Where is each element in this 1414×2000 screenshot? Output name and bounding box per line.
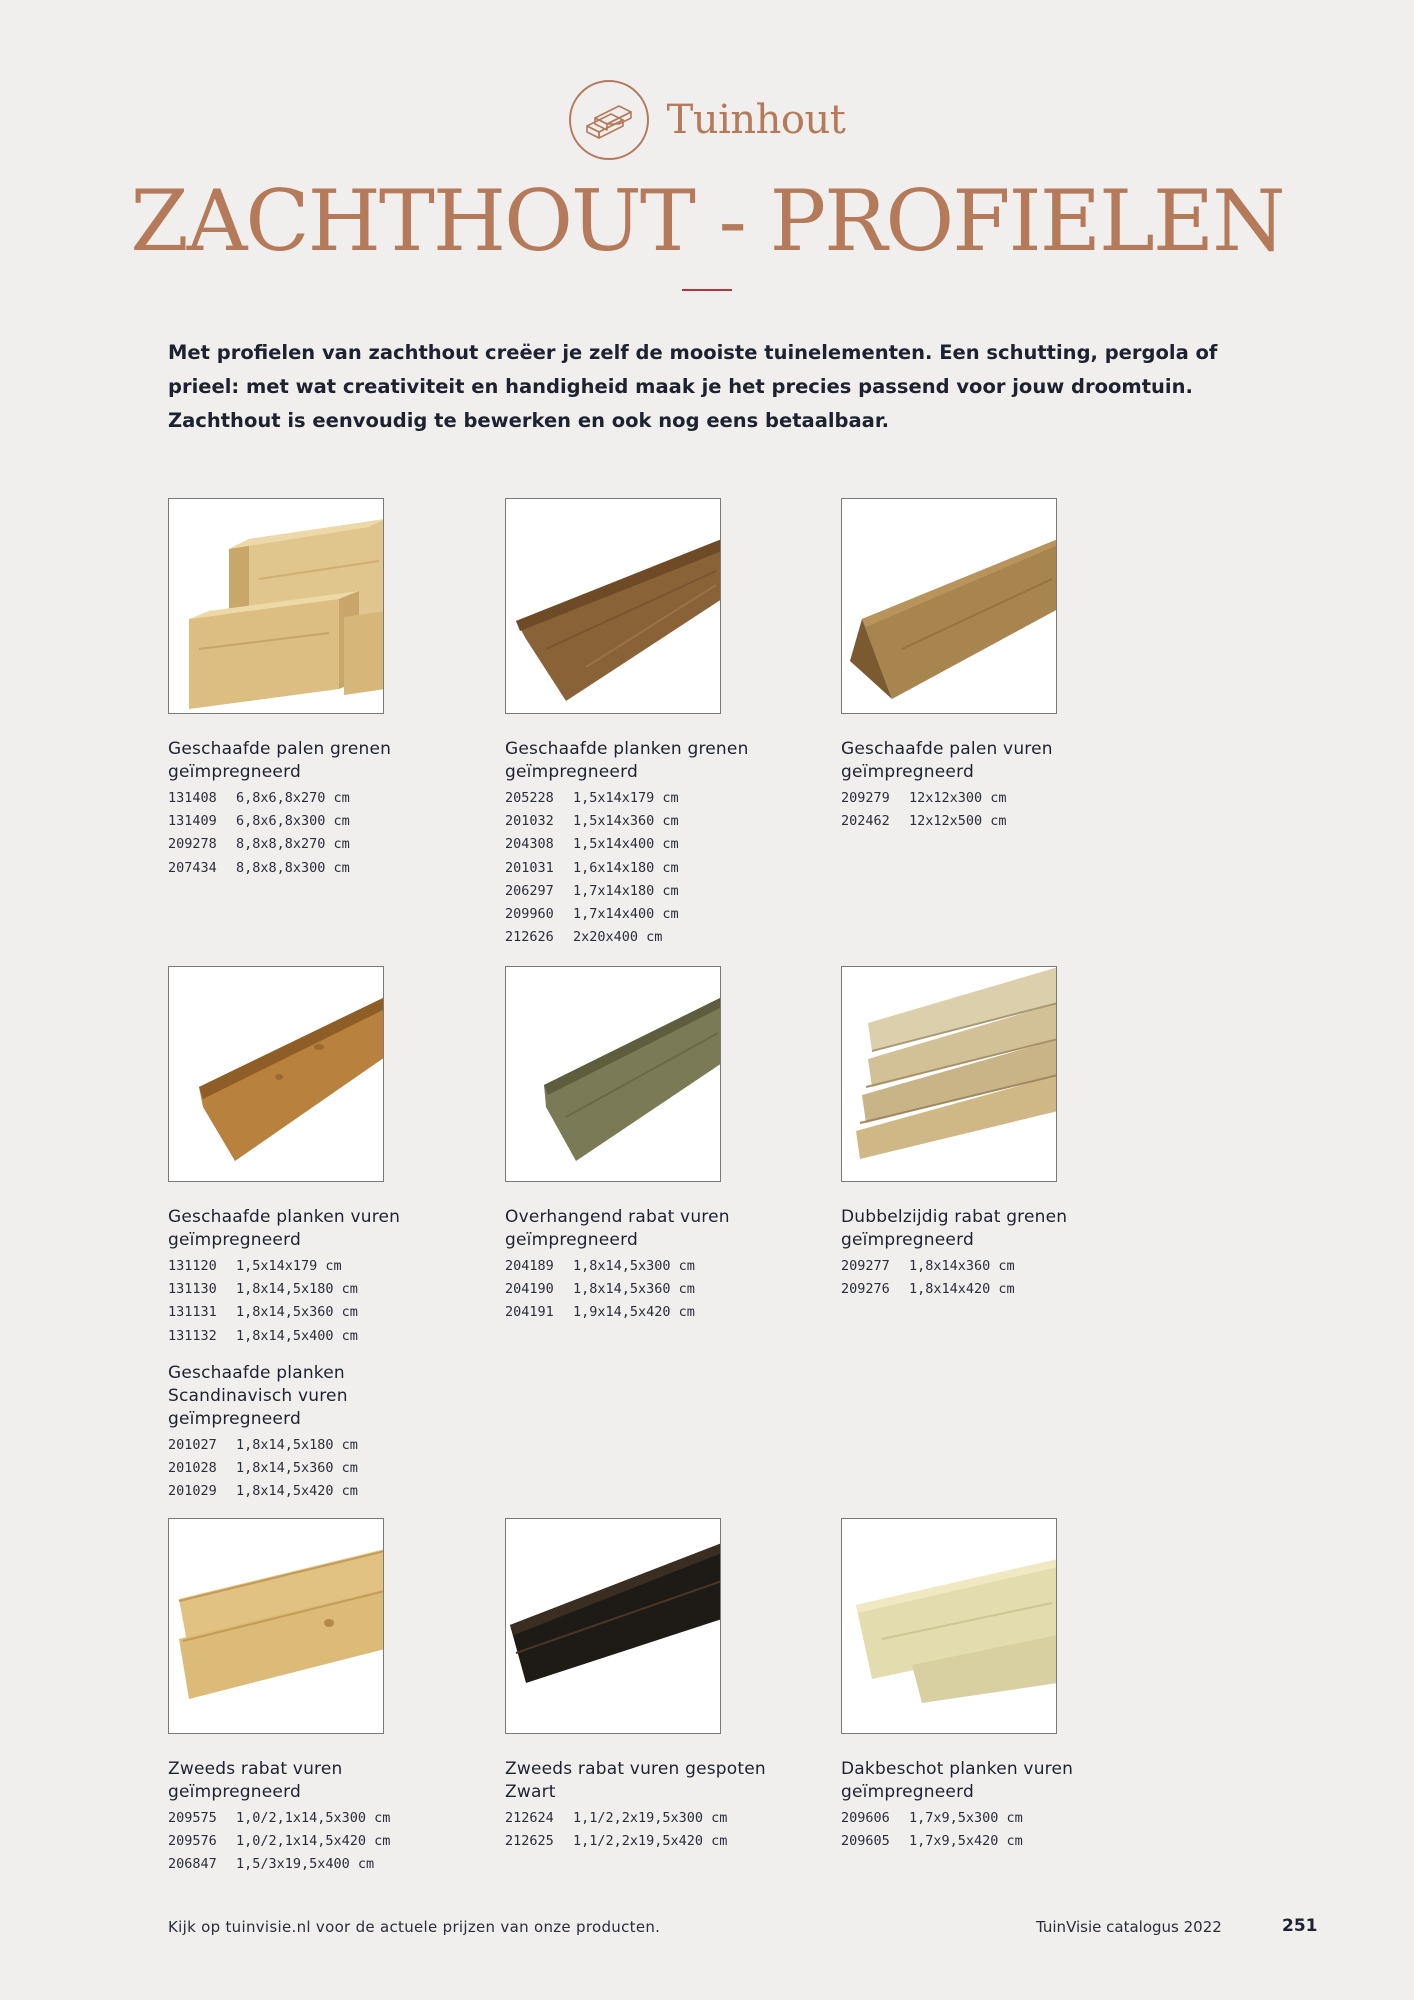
size-value: 1,1/2,2x19,5x300 cm [573,1810,728,1826]
size-row [505,1255,805,1278]
product-card [168,498,468,880]
article-code: 202462 [841,813,890,830]
size-row [841,810,1141,833]
article-code: 131120 [168,1258,217,1274]
product-name: Dakbeschot planken vuren geïmpregneerd [841,1759,1074,1802]
size-row [168,1301,468,1324]
article-code: 209606 [841,1810,890,1826]
intro-text: Met profielen van zachthout creëer je zelf de mooiste tuinelementen. Een schutting, pergola of prieel: met wat creativiteit en handigheid maak je het precies passend voor jouw droomtuin. Zachthout is eenvoudig te bewerken en ook nog eens betaalbaar. [168,341,1218,432]
article-code: 204191 [505,1304,554,1321]
size-row [505,926,805,949]
article-code: 204190 [505,1281,554,1298]
product-name: Overhangend rabat vuren geïmpregneerd [505,1207,730,1250]
page-number: 251 [1282,1916,1318,1936]
product-name: Zweeds rabat vuren gespoten Zwart [505,1759,766,1802]
size-value: 1,8x14,5x180 cm [236,1436,358,1453]
article-code: 207434 [168,859,217,876]
size-row [168,1480,468,1503]
product-image [505,498,721,714]
size-row [505,1301,805,1324]
size-value: 1,6x14x180 cm [573,859,679,876]
size-value: 2x20x400 cm [573,929,663,946]
article-code: 209276 [841,1281,890,1298]
size-row [168,1255,468,1278]
size-value: 1,5x14x360 cm [573,813,679,830]
size-row [168,1457,468,1480]
product-card [505,498,805,949]
size-value: 1,1/2,2x19,5x420 cm [573,1833,728,1850]
product-image [168,966,384,1182]
article-code: 201028 [168,1460,217,1477]
page-title: ZACHTHOUT - PROFIELEN [130,172,1284,270]
article-code: 209576 [168,1833,217,1850]
size-row [168,833,468,856]
size-value: 12x12x500 cm [909,813,1007,830]
article-code: 201027 [168,1436,217,1453]
size-value: 1,5x14x179 cm [573,790,679,806]
product-name: Dubbelzijdig rabat grenen geïmpregneerd [841,1207,1068,1250]
product-image [505,966,721,1182]
article-code: 206847 [168,1856,217,1873]
article-code: 201031 [505,859,554,876]
size-value: 1,8x14,5x180 cm [236,1281,358,1298]
product-image [168,1518,384,1734]
product-card [168,1518,468,1877]
timber-logo-icon [569,80,649,160]
size-value: 1,8x14,5x360 cm [573,1281,695,1298]
article-code: 206297 [505,882,554,899]
size-value: 1,7x14x400 cm [573,906,679,923]
article-code: 204308 [505,836,554,853]
size-value: 1,7x9,5x420 cm [909,1833,1023,1850]
size-value: 12x12x300 cm [909,790,1007,806]
title-divider [682,289,732,291]
product-card [841,1518,1141,1853]
size-row [168,1853,468,1876]
size-row [168,1278,468,1301]
article-code: 209279 [841,790,890,806]
size-value: 1,8x14x360 cm [909,1258,1015,1274]
product-image [505,1518,721,1734]
product-card [168,966,468,1503]
size-row [505,903,805,926]
size-value: 1,7x9,5x300 cm [909,1810,1023,1826]
product-card [841,966,1141,1301]
article-code: 212625 [505,1833,554,1850]
size-row [168,787,468,810]
size-value: 1,0/2,1x14,5x420 cm [236,1833,391,1850]
size-row [505,1830,805,1853]
product-card [505,966,805,1325]
size-row [168,1830,468,1853]
size-value: 6,8x6,8x300 cm [236,813,350,830]
size-row [168,1434,468,1457]
size-row [168,810,468,833]
article-code: 201029 [168,1483,217,1500]
section-header [0,80,1414,160]
size-value: 8,8x8,8x300 cm [236,859,350,876]
product-name: Geschaafde planken grenen geïmpregneerd [505,739,749,782]
article-code: 209605 [841,1833,890,1850]
size-row [841,787,1141,810]
article-code: 212624 [505,1810,554,1826]
article-code: 131130 [168,1281,217,1298]
product-card [505,1518,805,1853]
size-row [168,1325,468,1348]
size-row [505,857,805,880]
size-value: 8,8x8,8x270 cm [236,836,350,853]
section-name: Tuinhout [666,97,846,143]
product-name: Geschaafde planken Scandinavisch vuren geïmpregneerd [168,1362,348,1429]
article-code: 212626 [505,929,554,946]
size-value: 1,5x14x179 cm [236,1258,342,1274]
article-code: 201032 [505,813,554,830]
article-code: 209278 [168,836,217,853]
catalog-name: TuinVisie catalogus 2022 [1036,1918,1222,1936]
article-code: 204189 [505,1258,554,1274]
article-code: 131131 [168,1304,217,1321]
size-row [841,1807,1141,1830]
size-row [841,1255,1141,1278]
size-value: 1,5x14x400 cm [573,836,679,853]
size-value: 6,8x6,8x270 cm [236,790,350,806]
article-code: 205228 [505,790,554,806]
size-row [841,1830,1141,1853]
size-row [505,787,805,810]
product-image [841,1518,1057,1734]
product-name: Geschaafde planken vuren geïmpregneerd [168,1207,401,1250]
product-name: Geschaafde palen grenen geïmpregneerd [168,739,392,782]
footer-note: Kijk op tuinvisie.nl voor de actuele prijzen van onze producten. [168,1918,661,1936]
size-value: 1,8x14,5x300 cm [573,1258,695,1274]
size-row [505,810,805,833]
product-name: Geschaafde palen vuren geïmpregneerd [841,739,1053,782]
article-code: 209277 [841,1258,890,1274]
size-row [505,880,805,903]
article-code: 131132 [168,1327,217,1344]
size-row [168,1807,468,1830]
article-code: 131409 [168,813,217,830]
size-value: 1,8x14x420 cm [909,1281,1015,1298]
size-value: 1,8x14,5x360 cm [236,1304,358,1321]
size-value: 1,5/3x19,5x400 cm [236,1856,375,1873]
product-card [841,498,1141,833]
article-code: 209575 [168,1810,217,1826]
article-code: 209960 [505,906,554,923]
size-value: 1,8x14,5x400 cm [236,1327,358,1344]
size-value: 1,8x14,5x360 cm [236,1460,358,1477]
size-value: 1,7x14x180 cm [573,882,679,899]
article-code: 131408 [168,790,217,806]
size-row [841,1278,1141,1301]
size-value: 1,8x14,5x420 cm [236,1483,358,1500]
product-name: Zweeds rabat vuren geïmpregneerd [168,1759,343,1802]
product-image [168,498,384,714]
size-value: 1,0/2,1x14,5x300 cm [236,1810,391,1826]
size-row [505,1807,805,1830]
size-row [505,833,805,856]
product-image [841,498,1057,714]
product-image [841,966,1057,1182]
size-value: 1,9x14,5x420 cm [573,1304,695,1321]
size-row [505,1278,805,1301]
size-row [168,857,468,880]
